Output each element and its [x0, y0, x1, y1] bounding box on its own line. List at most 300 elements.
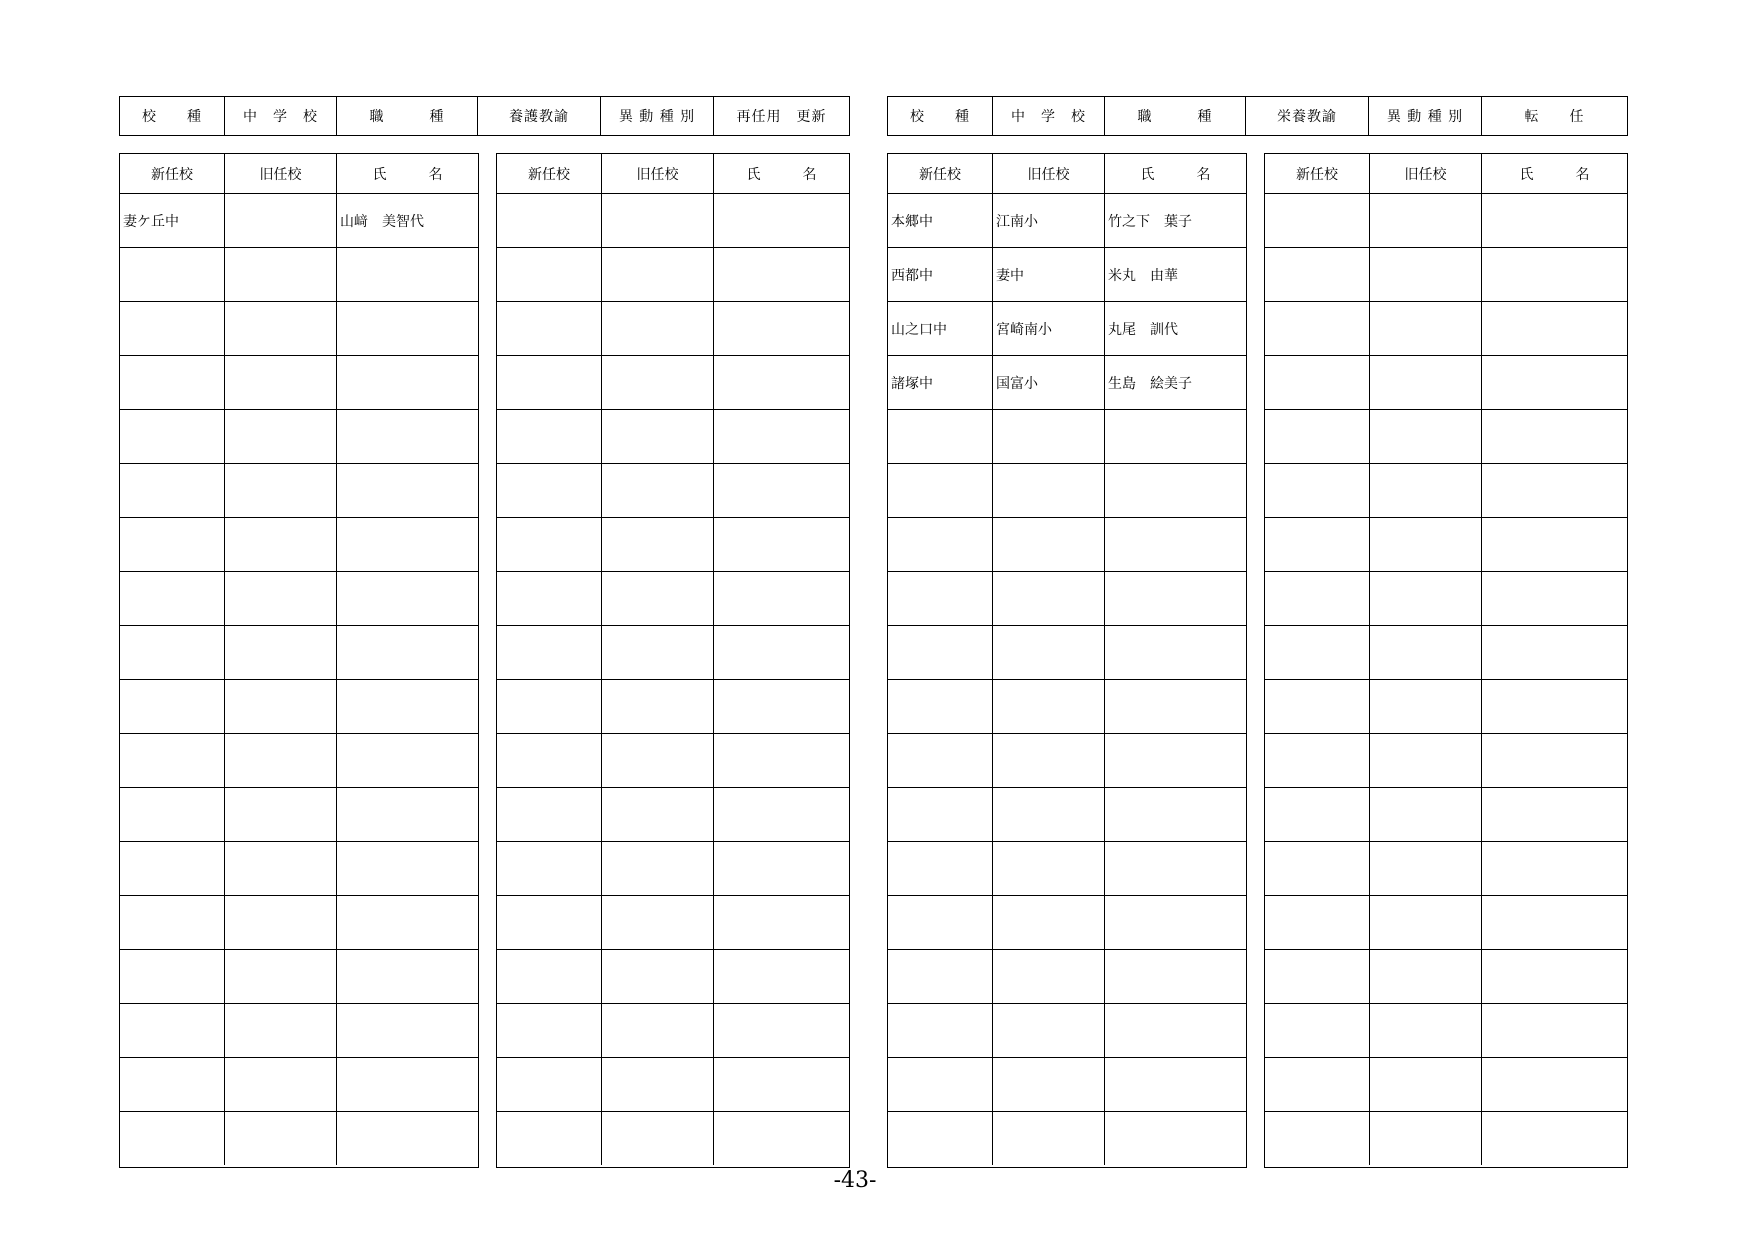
- name-cell: [1481, 896, 1627, 949]
- new-school-cell: 本郷中: [891, 213, 933, 230]
- left-header-cell: 再任用 更新: [713, 97, 849, 135]
- new-school-cell: [888, 626, 992, 679]
- table-row: [1265, 949, 1627, 1003]
- transfer-table-4: [1264, 153, 1628, 1168]
- new-school-cell: [1265, 1058, 1369, 1111]
- name-cell: [336, 626, 478, 679]
- old-school-cell: [1369, 302, 1481, 355]
- new-school-cell: [497, 734, 601, 787]
- left-header-cell: 校 種: [142, 109, 202, 125]
- name-cell: [713, 302, 849, 355]
- name-cell: [1104, 572, 1246, 625]
- old-school-cell: 国富小: [992, 356, 1104, 409]
- left-header-strip: [119, 96, 850, 136]
- new-school-cell: [497, 248, 601, 301]
- table-row: [888, 409, 1246, 463]
- old-school-cell: [601, 626, 713, 679]
- name-cell: [1481, 788, 1627, 841]
- old-school-cell: [992, 464, 1104, 517]
- name-cell: [336, 788, 478, 841]
- name-cell: [713, 410, 849, 463]
- old-school-cell: [992, 572, 1104, 625]
- name-cell: [1481, 950, 1627, 1003]
- new-school-cell: [497, 788, 601, 841]
- table-row: [497, 301, 849, 355]
- old-school-cell: [1369, 896, 1481, 949]
- new-school-cell: [1265, 788, 1369, 841]
- table-row: [120, 1003, 478, 1057]
- name-cell: [1481, 248, 1627, 301]
- column-header: 新任校: [151, 166, 193, 183]
- old-school-cell: [1369, 950, 1481, 1003]
- new-school-cell: [120, 1058, 224, 1111]
- old-school-cell: [224, 896, 336, 949]
- table-row: [120, 409, 478, 463]
- old-school-cell: [1369, 248, 1481, 301]
- old-school-cell: [224, 788, 336, 841]
- table-row: [888, 679, 1246, 733]
- table-row: [120, 841, 478, 895]
- old-school-cell: [992, 896, 1104, 949]
- name-cell: [1104, 896, 1246, 949]
- new-school-cell: [497, 626, 601, 679]
- table-row: [1265, 841, 1627, 895]
- name-cell: [1104, 518, 1246, 571]
- name-cell: [336, 734, 478, 787]
- table-row: [888, 787, 1246, 841]
- right-header-cell: 職 種: [1104, 97, 1245, 135]
- name-cell: [336, 410, 478, 463]
- old-school-cell: [224, 842, 336, 895]
- old-school-cell: [601, 896, 713, 949]
- table-row: [497, 247, 849, 301]
- new-school-cell: [120, 248, 224, 301]
- name-cell: [713, 626, 849, 679]
- column-header-row: [497, 154, 849, 193]
- new-school-cell: [1265, 518, 1369, 571]
- table-row: [120, 949, 478, 1003]
- column-header: 氏 名: [713, 154, 849, 193]
- name-cell: [713, 248, 849, 301]
- new-school-cell: [497, 1058, 601, 1111]
- old-school-cell: [224, 248, 336, 301]
- table-row: [1265, 895, 1627, 949]
- name-cell: [713, 194, 849, 247]
- old-school-cell: [601, 788, 713, 841]
- old-school-cell: [601, 410, 713, 463]
- table-row: [1265, 571, 1627, 625]
- right-header-cell: 校 種: [910, 109, 970, 125]
- left-header-cell: 職 種: [336, 97, 477, 135]
- old-school-cell: [224, 356, 336, 409]
- old-school-cell: [224, 194, 336, 247]
- table-row: [497, 1003, 849, 1057]
- table-row: [497, 679, 849, 733]
- old-school-cell: [601, 680, 713, 733]
- table-row: [888, 841, 1246, 895]
- table-row: [1265, 787, 1627, 841]
- old-school-cell: [224, 572, 336, 625]
- old-school-cell: [1369, 680, 1481, 733]
- column-header: 旧任校: [224, 154, 336, 193]
- new-school-cell: [888, 734, 992, 787]
- table-row: [1265, 733, 1627, 787]
- name-cell: [336, 248, 478, 301]
- table-row: [497, 949, 849, 1003]
- column-header: 新任校: [919, 166, 961, 183]
- table-row: [497, 463, 849, 517]
- old-school-cell: [1369, 572, 1481, 625]
- table-row: [888, 895, 1246, 949]
- table-row: [497, 571, 849, 625]
- new-school-cell: [888, 680, 992, 733]
- table-row: [888, 463, 1246, 517]
- old-school-cell: [992, 1058, 1104, 1111]
- table-row: [888, 625, 1246, 679]
- left-header-cell: 養護教諭: [477, 97, 600, 135]
- table-row: [888, 517, 1246, 571]
- column-header-row: [120, 154, 478, 193]
- new-school-cell: [120, 410, 224, 463]
- name-cell: [1481, 518, 1627, 571]
- name-cell: 生島 絵美子: [1104, 356, 1246, 409]
- old-school-cell: [992, 626, 1104, 679]
- table-row: [1265, 463, 1627, 517]
- table-row: [120, 895, 478, 949]
- name-cell: [713, 1058, 849, 1111]
- new-school-cell: [1265, 356, 1369, 409]
- name-cell: [713, 950, 849, 1003]
- name-cell: [1104, 410, 1246, 463]
- old-school-cell: [224, 464, 336, 517]
- new-school-cell: [120, 1112, 224, 1165]
- name-cell: [1104, 680, 1246, 733]
- name-cell: [1481, 842, 1627, 895]
- old-school-cell: [601, 518, 713, 571]
- name-cell: [1104, 842, 1246, 895]
- new-school-cell: [497, 302, 601, 355]
- table-row: [1265, 625, 1627, 679]
- old-school-cell: [992, 518, 1104, 571]
- new-school-cell: 妻ケ丘中: [123, 213, 179, 230]
- table-row: [120, 625, 478, 679]
- new-school-cell: [1265, 950, 1369, 1003]
- old-school-cell: [224, 1004, 336, 1057]
- old-school-cell: 江南小: [992, 194, 1104, 247]
- name-cell: [1481, 1112, 1627, 1165]
- new-school-cell: [888, 410, 992, 463]
- column-header: 旧任校: [992, 154, 1104, 193]
- old-school-cell: [992, 842, 1104, 895]
- name-cell: [336, 680, 478, 733]
- name-cell: [1481, 680, 1627, 733]
- name-cell: [713, 680, 849, 733]
- old-school-cell: [601, 194, 713, 247]
- old-school-cell: [601, 248, 713, 301]
- table-row: [1265, 409, 1627, 463]
- right-header-strip: [887, 96, 1628, 136]
- new-school-cell: [1265, 842, 1369, 895]
- name-cell: [1104, 788, 1246, 841]
- name-cell: [1481, 626, 1627, 679]
- new-school-cell: [120, 950, 224, 1003]
- old-school-cell: [224, 1058, 336, 1111]
- old-school-cell: [224, 680, 336, 733]
- old-school-cell: [1369, 194, 1481, 247]
- old-school-cell: [1369, 1112, 1481, 1165]
- old-school-cell: [992, 734, 1104, 787]
- column-header: 氏 名: [1104, 154, 1246, 193]
- new-school-cell: [1265, 464, 1369, 517]
- name-cell: [1104, 950, 1246, 1003]
- name-cell: [713, 788, 849, 841]
- new-school-cell: [497, 518, 601, 571]
- new-school-cell: [120, 518, 224, 571]
- old-school-cell: [601, 950, 713, 1003]
- table-row: [497, 1057, 849, 1111]
- new-school-cell: [1265, 194, 1369, 247]
- old-school-cell: [1369, 1004, 1481, 1057]
- name-cell: [336, 464, 478, 517]
- name-cell: 山﨑 美智代: [336, 194, 478, 247]
- column-header: 氏 名: [1481, 154, 1627, 193]
- new-school-cell: [120, 626, 224, 679]
- table-row: [1265, 247, 1627, 301]
- table-row: [497, 517, 849, 571]
- table-row: [888, 949, 1246, 1003]
- table-row: [120, 463, 478, 517]
- old-school-cell: [992, 1112, 1104, 1165]
- column-header: 旧任校: [1369, 154, 1481, 193]
- new-school-cell: [497, 464, 601, 517]
- new-school-cell: [888, 842, 992, 895]
- table-row: [1265, 517, 1627, 571]
- name-cell: [1481, 464, 1627, 517]
- name-cell: [1104, 734, 1246, 787]
- right-header-cell: 中 学 校: [992, 97, 1104, 135]
- table-row: [120, 679, 478, 733]
- new-school-cell: [1265, 248, 1369, 301]
- old-school-cell: [1369, 734, 1481, 787]
- table-row: [120, 355, 478, 409]
- new-school-cell: [497, 1004, 601, 1057]
- name-cell: [1481, 356, 1627, 409]
- table-row: [497, 409, 849, 463]
- new-school-cell: [1265, 1112, 1369, 1165]
- table-row: [120, 787, 478, 841]
- old-school-cell: [224, 626, 336, 679]
- old-school-cell: [224, 518, 336, 571]
- table-row: [888, 1003, 1246, 1057]
- name-cell: [1481, 572, 1627, 625]
- old-school-cell: [1369, 356, 1481, 409]
- table-row: [120, 1111, 478, 1165]
- transfer-table-2: [496, 153, 850, 1168]
- new-school-cell: [120, 572, 224, 625]
- old-school-cell: [601, 1112, 713, 1165]
- name-cell: [713, 464, 849, 517]
- new-school-cell: [888, 572, 992, 625]
- transfer-table-1: [119, 153, 479, 1168]
- new-school-cell: [497, 1112, 601, 1165]
- old-school-cell: [601, 572, 713, 625]
- column-header: 新任校: [1296, 166, 1338, 183]
- table-row: [888, 247, 1246, 301]
- name-cell: [713, 572, 849, 625]
- new-school-cell: [497, 356, 601, 409]
- right-header-cell: 異 動 種 別: [1368, 97, 1481, 135]
- table-row: [1265, 679, 1627, 733]
- old-school-cell: [1369, 410, 1481, 463]
- new-school-cell: 山之口中: [891, 321, 947, 338]
- right-header-cell: 栄養教諭: [1245, 97, 1368, 135]
- name-cell: [336, 1112, 478, 1165]
- new-school-cell: [1265, 626, 1369, 679]
- old-school-cell: [992, 788, 1104, 841]
- column-header: 新任校: [528, 166, 570, 183]
- table-row: [497, 193, 849, 247]
- old-school-cell: [224, 1112, 336, 1165]
- new-school-cell: [497, 896, 601, 949]
- name-cell: [336, 896, 478, 949]
- name-cell: [713, 896, 849, 949]
- new-school-cell: [120, 788, 224, 841]
- column-header-row: [888, 154, 1246, 193]
- old-school-cell: [1369, 464, 1481, 517]
- table-row: [888, 733, 1246, 787]
- table-row: [1265, 301, 1627, 355]
- new-school-cell: [1265, 572, 1369, 625]
- name-cell: [1104, 464, 1246, 517]
- right-header-cell: 転 任: [1481, 97, 1627, 135]
- new-school-cell: [120, 356, 224, 409]
- old-school-cell: [1369, 1058, 1481, 1111]
- new-school-cell: [888, 896, 992, 949]
- table-row: [1265, 1057, 1627, 1111]
- name-cell: [713, 518, 849, 571]
- new-school-cell: [497, 572, 601, 625]
- name-cell: [1481, 734, 1627, 787]
- old-school-cell: [601, 842, 713, 895]
- name-cell: [336, 356, 478, 409]
- table-row: [1265, 355, 1627, 409]
- name-cell: [336, 950, 478, 1003]
- name-cell: [336, 518, 478, 571]
- name-cell: [336, 842, 478, 895]
- old-school-cell: [992, 410, 1104, 463]
- new-school-cell: [120, 464, 224, 517]
- table-row: [888, 1111, 1246, 1165]
- new-school-cell: [1265, 302, 1369, 355]
- old-school-cell: [992, 950, 1104, 1003]
- name-cell: [1481, 302, 1627, 355]
- name-cell: [713, 356, 849, 409]
- table-row: [497, 787, 849, 841]
- old-school-cell: [1369, 518, 1481, 571]
- new-school-cell: [888, 950, 992, 1003]
- old-school-cell: [224, 302, 336, 355]
- old-school-cell: [224, 410, 336, 463]
- table-row: [1265, 193, 1627, 247]
- new-school-cell: [1265, 680, 1369, 733]
- new-school-cell: [497, 680, 601, 733]
- column-header: 旧任校: [601, 154, 713, 193]
- new-school-cell: [120, 1004, 224, 1057]
- old-school-cell: [601, 1058, 713, 1111]
- new-school-cell: [497, 194, 601, 247]
- table-row: [120, 247, 478, 301]
- old-school-cell: [601, 734, 713, 787]
- old-school-cell: [224, 734, 336, 787]
- old-school-cell: [224, 950, 336, 1003]
- new-school-cell: [120, 302, 224, 355]
- name-cell: 米丸 由華: [1104, 248, 1246, 301]
- name-cell: [713, 842, 849, 895]
- new-school-cell: [497, 842, 601, 895]
- name-cell: [713, 734, 849, 787]
- table-row: [497, 733, 849, 787]
- old-school-cell: [601, 302, 713, 355]
- table-row: [120, 733, 478, 787]
- name-cell: [1481, 1004, 1627, 1057]
- old-school-cell: [1369, 842, 1481, 895]
- column-header: 氏 名: [336, 154, 478, 193]
- name-cell: [1104, 1058, 1246, 1111]
- table-row: [1265, 1003, 1627, 1057]
- table-row: [120, 571, 478, 625]
- new-school-cell: [497, 410, 601, 463]
- column-header-row: [1265, 154, 1627, 193]
- table-row: [497, 1111, 849, 1165]
- old-school-cell: [992, 1004, 1104, 1057]
- transfer-table-3: [887, 153, 1247, 1168]
- table-row: [888, 193, 1246, 247]
- name-cell: [1104, 626, 1246, 679]
- table-row: [120, 517, 478, 571]
- new-school-cell: [888, 464, 992, 517]
- name-cell: [336, 1058, 478, 1111]
- name-cell: [1104, 1112, 1246, 1165]
- table-row: [888, 1057, 1246, 1111]
- name-cell: [1481, 1058, 1627, 1111]
- table-row: [120, 1057, 478, 1111]
- page-number: -43-: [833, 1168, 877, 1193]
- new-school-cell: [1265, 1004, 1369, 1057]
- new-school-cell: [1265, 410, 1369, 463]
- old-school-cell: [992, 680, 1104, 733]
- table-row: [120, 301, 478, 355]
- name-cell: [336, 302, 478, 355]
- table-row: [120, 193, 478, 247]
- table-row: [497, 625, 849, 679]
- table-row: [888, 571, 1246, 625]
- table-row: [888, 301, 1246, 355]
- new-school-cell: [888, 518, 992, 571]
- new-school-cell: [120, 734, 224, 787]
- new-school-cell: [888, 1058, 992, 1111]
- old-school-cell: [1369, 626, 1481, 679]
- new-school-cell: [497, 950, 601, 1003]
- new-school-cell: [1265, 734, 1369, 787]
- table-row: [888, 355, 1246, 409]
- new-school-cell: [888, 1004, 992, 1057]
- left-header-cell: 中 学 校: [224, 97, 336, 135]
- new-school-cell: 諸塚中: [891, 375, 933, 392]
- table-row: [497, 841, 849, 895]
- table-row: [1265, 1111, 1627, 1165]
- new-school-cell: [1265, 896, 1369, 949]
- name-cell: [1481, 194, 1627, 247]
